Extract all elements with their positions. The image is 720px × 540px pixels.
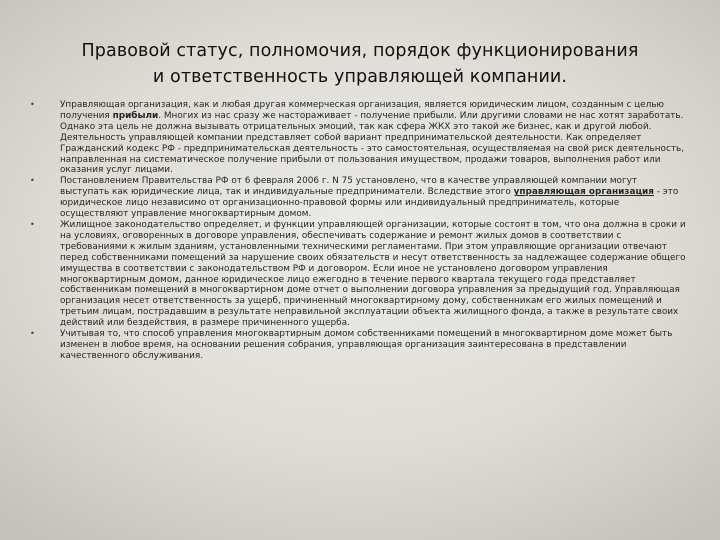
emphasis-text: управляющая организация xyxy=(513,187,654,198)
paragraph-text: . Многих из нас сразу же настораживает - получение прибыли. Или другими словами не нас хотят заработать. Однако эта цель не должна вызывать отрицательных эмоций, так как сфера ЖКХ это такой же бизнес, как и другой любой. Деятельность управляющей компании представляет собой вариант предпринимательской деятельности. Как определяет Гражданский кодекс РФ - предпринимательская деятельность - это самостоятельная, осуществляемая на свой риск деятельность, направленная на систематическое получение прибыли от пользования имуществом, продажи товаров, выполнения работ или оказания услуг лицами. xyxy=(60,110,685,176)
title-line-2: и ответственность управляющей компании. xyxy=(152,67,568,87)
bullet-icon: • xyxy=(30,176,35,186)
bullet-list xyxy=(30,100,688,362)
emphasis-text: прибыли xyxy=(112,110,159,121)
bullet-icon: • xyxy=(30,100,35,109)
paragraph-text: Жилищное законодательство определяет, и функции управляющей организации, которые состоят в том, что она должна в сроки и на условиях, оговоренных в договоре управления, обеспечивать содержание и ремонт жилых домов в соответствии с требованиями к жилым зданиям, установленными техническими регламентами. При этом управляющие организации отвечают перед собственниками помещений за нарушение своих обязательств и несут ответственность за надлежащее содержание общего имущества в соответствии с законодательством РФ и договором. Если иное не установлено договором управления многоквартирным домом, данное юридическое лицо ежегодно в течение первого квартала текущего года представляет собственникам помещений в многоквартирном доме отчет о выполнении договора управления за предыдущий год. Управляющая организация несет ответственность за ущерб, причиненный многоквартирному дому, собственникам его жилых помещений и третьим лицам, пострадавшим в результате неправильной эксплуатации объекта жилищного фонда, а также в результате своих действий или бездействия, в размере причиненного ущерба. xyxy=(60,219,686,329)
paragraph-text: Управляющая организация, как и любая другая коммерческая организация, является юридическим лицом, созданным с целью получения xyxy=(60,100,665,121)
slide-title xyxy=(40,38,680,90)
paragraph-text: Постановлением Правительства РФ от 6 февраля 2006 г. N 75 установлено, что в качестве управляющей компании могут выступать как юридические лица, так и индивидуальные предприниматели. Вследствие этого xyxy=(60,176,638,198)
list-item xyxy=(30,176,688,220)
list-item xyxy=(30,100,688,176)
paragraph-text: - это юридическое лицо независимо от организационно-правовой формы или индивидуальный предприниматель, которые осуществляют управление многоквартирным домом. xyxy=(60,187,679,220)
paragraph-text: Учитывая то, что способ управления многоквартирным домом собственниками помещений в многоквартирном доме может быть изменен в любое время, на основании решения собрания, управляющая организация заинтересована в представлении качественного обслуживания. xyxy=(60,329,673,361)
bullet-icon: • xyxy=(30,329,35,339)
bullet-icon: • xyxy=(30,219,35,229)
list-item xyxy=(30,220,688,329)
title-line-1: Правовой статус, полномочия, порядок функционирования xyxy=(81,41,639,61)
list-item xyxy=(30,329,688,362)
